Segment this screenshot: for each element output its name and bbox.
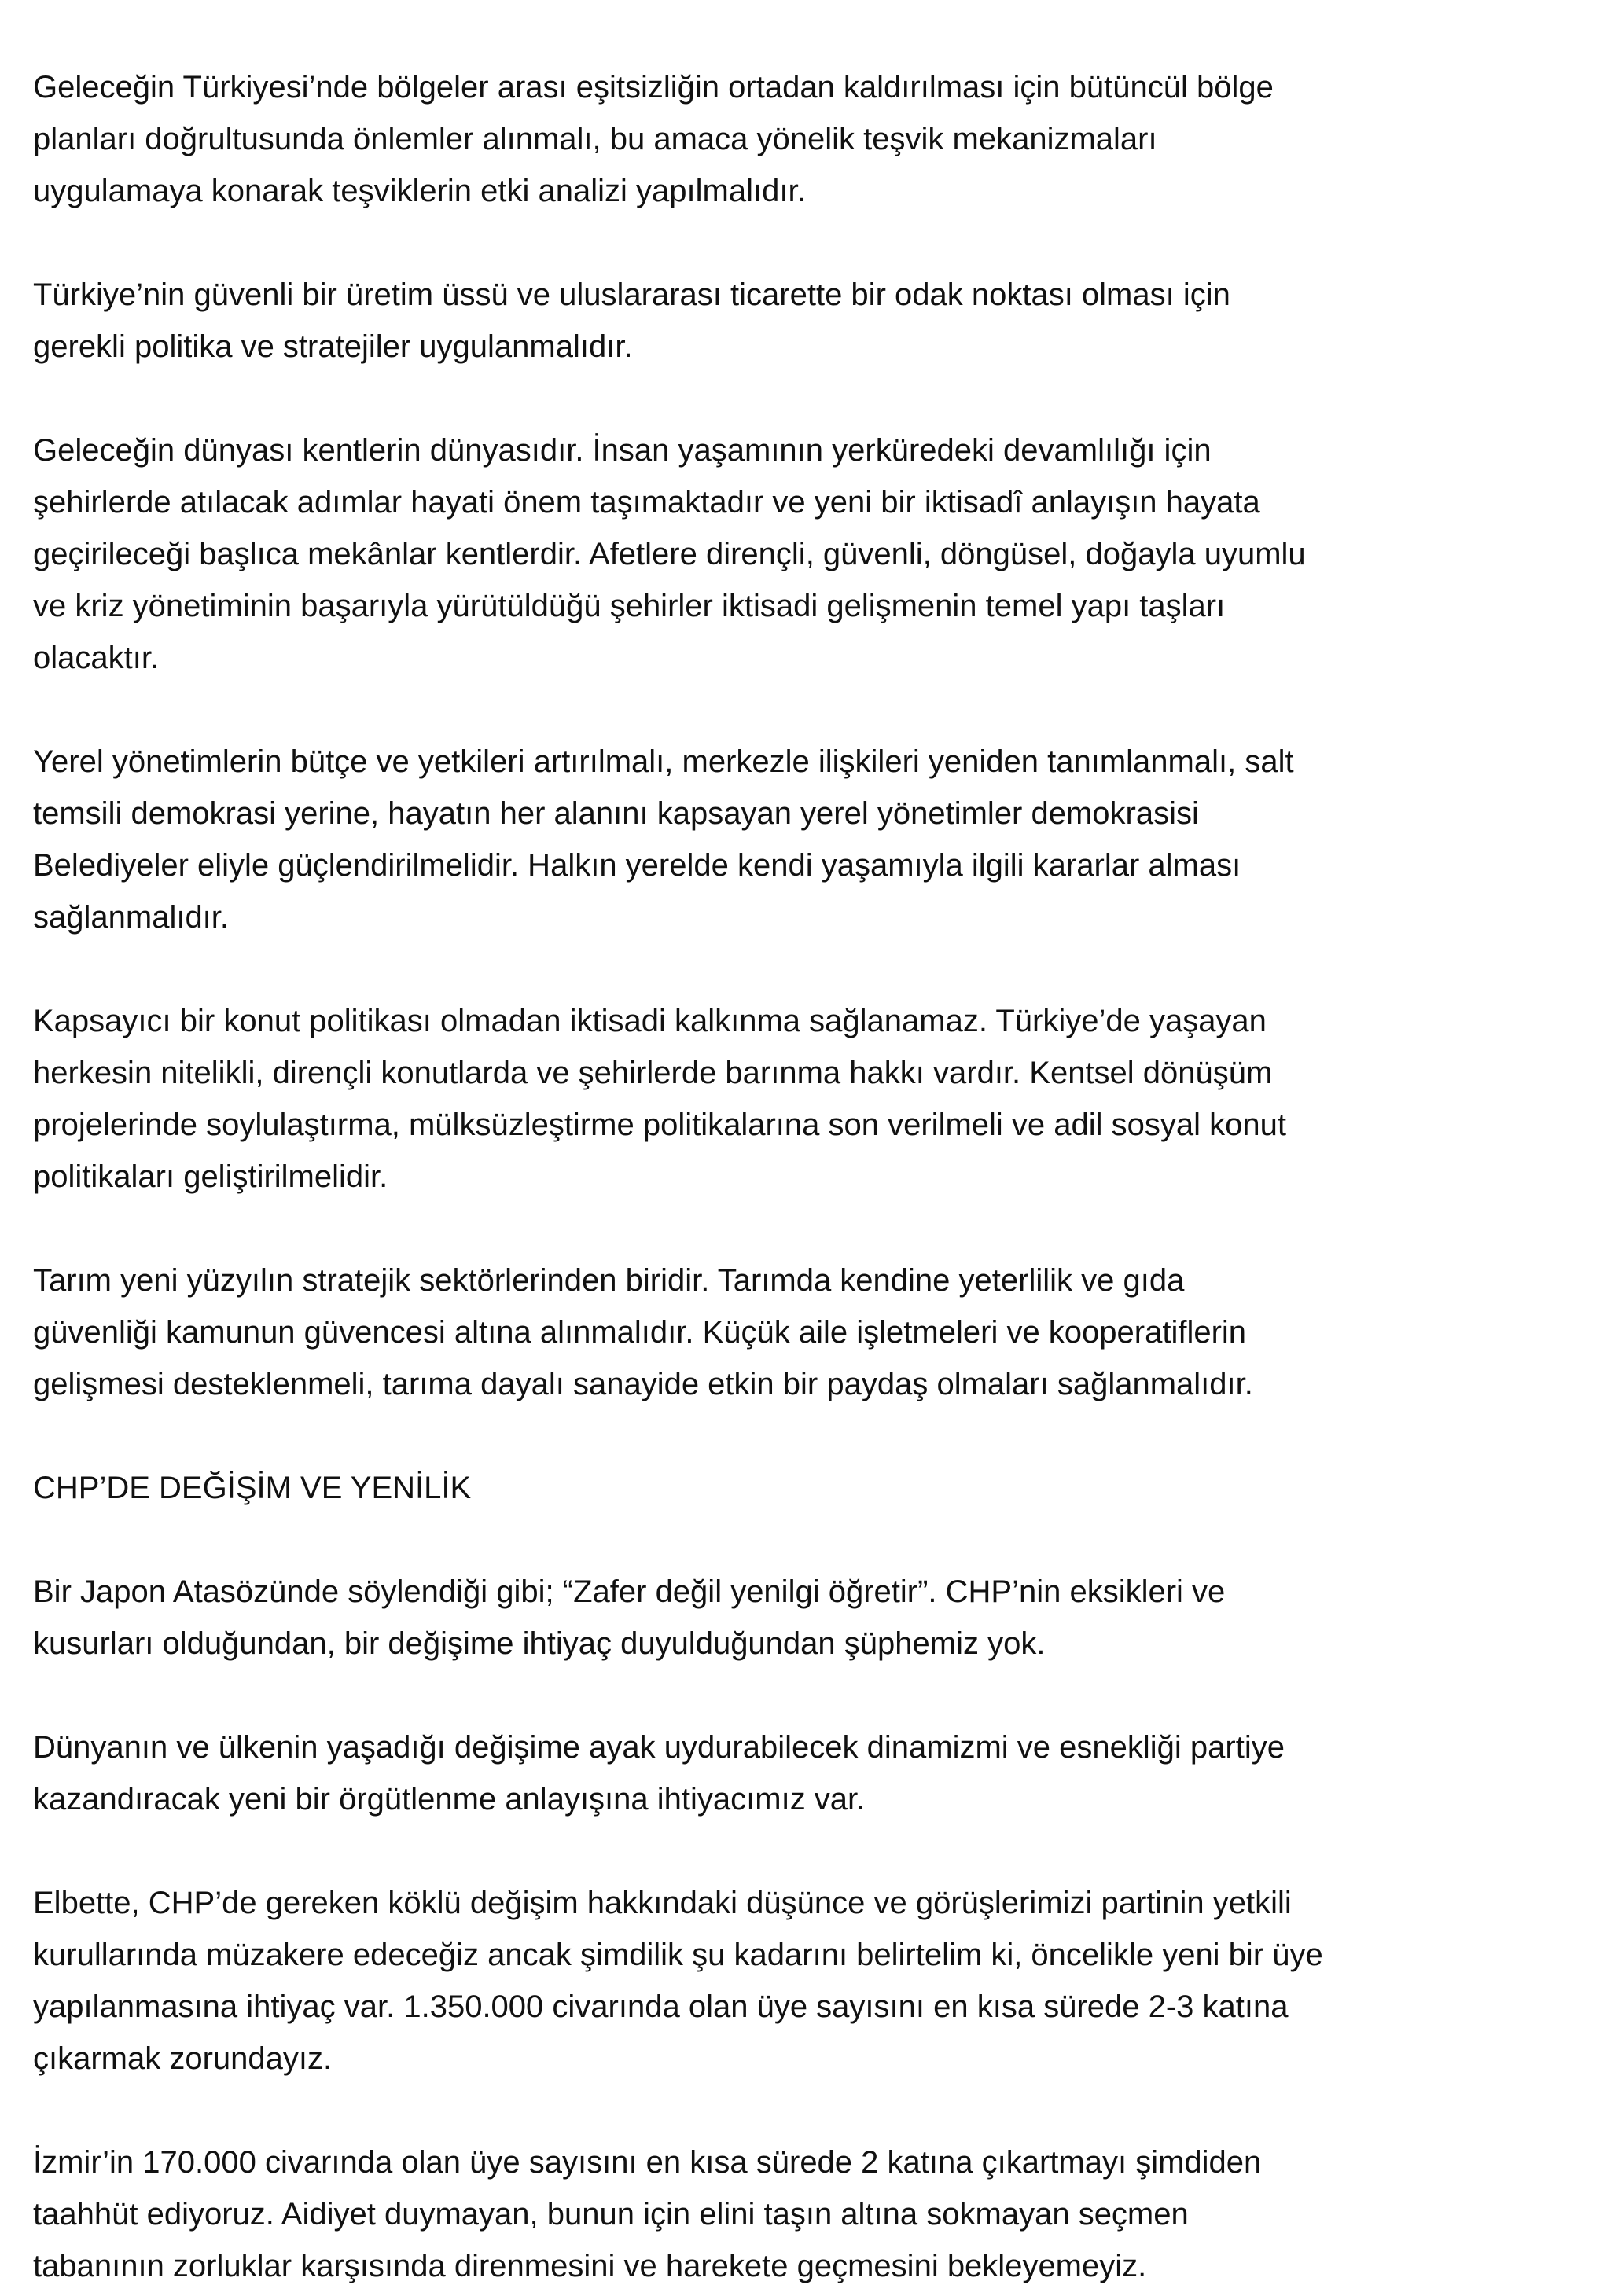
paragraph-housing-policy: Kapsayıcı bir konut politikası olmadan iktisadi kalkınma sağlanamaz. Türkiye’de yaşayan herkesin nitelikli, dirençli konutlarda ve şehirlerde barınma hakkı vardır. Kentsel dönüşüm projelerinde soylulaştırma, mülksüzleştirme politikalarına son verilmeli ve adil sosyal konut politikaları geliştirilmelidir. bbox=[33, 1004, 1286, 1194]
paragraph-organization: Dünyanın ve ülkenin yaşadığı değişime ayak uydurabilecek dinamizmi ve esnekliği partiye kazandıracak yeni bir örgütlenme anlayışına ihtiyacımız var. bbox=[33, 1730, 1285, 1817]
document-page bbox=[33, 61, 1590, 2292]
paragraph-membership: Elbette, CHP’de gereken köklü değişim hakkındaki düşünce ve görüşlerimizi partinin yetkili kurullarında müzakere edeceğiz ancak şimdilik şu kadarını belirtelim ki, öncelikle yeni bir üye yapılanmasına ihtiyaç var. 1.350.000 civarında olan üye sayısını en kısa sürede 2-3 katına çıkarmak zorundayız. bbox=[33, 1886, 1323, 2076]
paragraph-japanese-proverb: Bir Japon Atasözünde söylendiği gibi; “Zafer değil yenilgi öğretir”. CHP’nin eksikleri ve kusurları olduğundan, bir değişime ihtiyaç duyulduğundan şüphemiz yok. bbox=[33, 1574, 1226, 1661]
section-heading: CHP’DE DEĞİŞİM VE YENİLİK bbox=[33, 1471, 472, 1505]
paragraph-izmir-membership: İzmir’in 170.000 civarında olan üye sayısını en kısa sürede 2 katına çıkartmayı şimdiden taahhüt ediyoruz. Aidiyet duymayan, bunun için elini taşın altına sokmayan seçmen tabanının zorluklar karşısında direnmesini ve harekete geçmesini bekleyemeyiz. bbox=[33, 2145, 1262, 2283]
paragraph-local-governments: Yerel yönetimlerin bütçe ve yetkileri artırılmalı, merkezle ilişkileri yeniden tanımlanmalı, salt temsili demokrasi yerine, hayatın her alanını kapsayan yerel yönetimler demokrasisi Belediyeler eliyle güçlendirilmelidir. Halkın yerelde kendi yaşamıyla ilgili kararlar alması sağlanmalıdır. bbox=[33, 744, 1294, 935]
paragraph-production-base: Türkiye’nin güvenli bir üretim üssü ve uluslararası ticarette bir odak noktası olması için gerekli politika ve stratejiler uygulanmalıdır. bbox=[33, 277, 1230, 364]
paragraph-agriculture: Tarım yeni yüzyılın stratejik sektörlerinden biridir. Tarımda kendine yeterlilik ve gıda güvenliği kamunun güvencesi altına alınmalıdır. Küçük aile işletmeleri ve kooperatiflerin gelişmesi desteklenmeli, tarıma dayalı sanayide etkin bir paydaş olmaları sağlanmalıdır. bbox=[33, 1263, 1253, 1401]
paragraph-regional-inequality: Geleceğin Türkiyesi’nde bölgeler arası eşitsizliğin ortadan kaldırılması için bütüncül bölge planları doğrultusunda önlemler alınmalı, bu amaca yönelik teşvik mekanizmaları uygulamaya konarak teşviklerin etki analizi yapılmalıdır. bbox=[33, 70, 1274, 208]
paragraph-cities: Geleceğin dünyası kentlerin dünyasıdır. İnsan yaşamının yerküredeki devamlılığı için şehirlerde atılacak adımlar hayati önem taşımaktadır ve yeni bir iktisadî anlayışın hayata geçirileceği başlıca mekânlar kentlerdir. Afetlere dirençli, güvenli, döngüsel, doğayla uyumlu ve kriz yönetiminin başarıyla yürütüldüğü şehirler iktisadi gelişmenin temel yapı taşları olacaktır. bbox=[33, 433, 1306, 675]
